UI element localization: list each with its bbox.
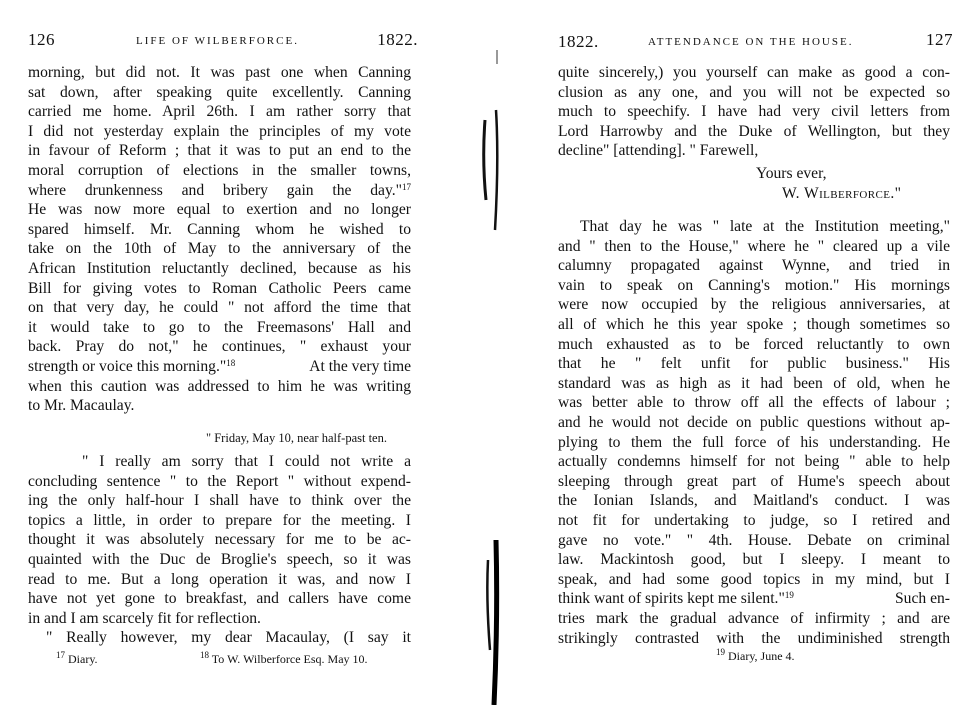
body-line: much to speechify. I have had very civil letters from [558,103,950,121]
right-header-year: 1822. [558,32,599,51]
gutter-fold-mark [484,120,486,200]
footnote-mark: 19 [716,647,725,657]
body-line: when this caution was addressed to him he was writing [28,377,411,395]
right-page-number: 127 [926,30,953,49]
body-line: sat down, after speaking quite excellently. Canning [28,83,411,101]
body-line: were now occupied by the religious anniversaries, at [558,296,950,314]
body-line: plying to them the full force of his understanding. He [558,433,950,451]
body-line: strength or voice this morning." [28,358,227,375]
letter-line: concluding sentence " to the Report " without expend- [28,472,411,490]
body-line: That day he was " late at the Institution meeting," [580,218,950,235]
body-line: all of which he this year spoke ; though sometimes so [558,316,950,333]
body-line: back. Pray do not," he continues, " exhaust your [28,338,411,356]
footnote-18 [200,652,368,667]
body-line: where drunkenness and bribery gain the day." [28,181,402,199]
left-header-year: 1822. [377,30,418,49]
body-line: take on the 10th of May to the anniversary of the [28,240,411,258]
body-line: standard was as high as it had been of old, when he [558,374,950,392]
body-line: calumny propagated against Wynne, and tried in [558,257,950,275]
body-line: decline" [attending]. " Farewell, [558,142,759,160]
body-line: was better able to throw off all the effects of labour ; [558,394,950,412]
body-line: African Institution reluctantly declined, because as his [28,260,411,277]
letter-line: in and I am scarcely fit for reflection. [28,609,261,627]
body-line: I did not yesterday explain the principles of my vote [28,122,411,140]
letter-line: quainted with the Duc de Broglie's speech, so it was [28,551,411,568]
footnote-text: Diary. [68,652,98,666]
body-line: think want of spirits kept me silent." [558,590,785,608]
letter-line: " Really however, my dear Macaulay, (I say it [46,629,411,647]
body-line: Lord Harrowby and the Duke of Wellington, but they [558,122,950,140]
right-page [520,0,980,705]
letter-signature: W. Wilberforce." [782,185,902,202]
body-line: sleeping through great part of Hume's speech about [558,472,950,490]
body-line: spared himself. Mr. Canning whom he wished to [28,220,411,238]
gutter-fold-mark [487,560,490,650]
body-line: speak, and had some good topics in my mind, but I [558,570,950,588]
body-line-tail: At the very time [309,358,411,375]
body-line: gave no vote." " 4th. House. Debate on criminal [558,531,950,549]
book-gutter-shadow [476,40,516,705]
left-page-number: 126 [28,30,55,49]
body-line: the Ionian Islands, and Maitland's conduct. I was [558,492,950,510]
letter-line: thought it was absolutely necessary for me to be ac- [28,531,411,549]
letter-line: ing the only half-hour I shall have to think over the [28,492,411,510]
body-line: Bill for giving votes to Roman Catholic Peers came [28,279,411,297]
body-line: to Mr. Macaulay. [28,397,135,415]
body-line: much exhausted as to be forced reluctantly to own [558,335,950,353]
body-line: He was now more equal to exertion and no longer [28,201,411,219]
gutter-fold-mark [495,110,497,230]
body-line: vain to speak on Canning's motion." His mornings [558,276,950,294]
footnote-17 [56,652,98,667]
note-ref-17: 17 [402,181,411,192]
letter-line: have not yet gone to breakfast, and callers have come [28,590,411,608]
footnote-mark: 18 [200,650,209,660]
body-line: and he would not decide on public questions without ap- [558,414,950,431]
gutter-fold-mark [494,540,497,705]
note-ref-18: 18 [226,358,236,368]
body-line: not fit for undertaking to judge, so I retired and [558,512,950,529]
body-line: strikingly contrasted with the undiminished strength [558,629,950,647]
footnote-text: Diary, June 4. [728,649,795,663]
body-line: on that very day, he could " not afford the time that [28,299,411,317]
body-line-with-note [28,181,411,201]
body-line-with-note [558,589,950,609]
body-line: and " then to the House," where he " cleared up a vile [558,237,950,255]
letter-line: read to me. But a long operation it was, and now I [28,570,411,588]
note-ref-19: 19 [784,590,794,601]
letter-dateline: " Friday, May 10, near half-past ten. [206,431,387,445]
body-line: moral corruption of elections in the smaller towns, [28,162,411,179]
body-line: in favour of Reform ; that it was to put an end to the [28,142,411,160]
body-line: morning, but did not. It was past one when Canning [28,64,411,81]
left-page [0,0,470,705]
letter-closing: Yours ever, [756,165,827,182]
body-line: carried me home. April 26th. I am rather sorry that [28,103,411,121]
body-line-with-note [28,357,411,377]
body-line: tries mark the gradual advance of infirmity ; and are [558,610,950,627]
left-running-title: LIFE OF WILBERFORCE. [136,35,299,47]
body-line: that he " felt unfit for public business." His [558,355,950,373]
footnote-mark: 17 [56,650,65,660]
letter-line: " I really am sorry that I could not write a [82,453,411,470]
body-line: actually condemns himself for not being " able to help [558,453,950,471]
footnote-19 [716,649,795,664]
footnote-text: To W. Wilberforce Esq. May 10. [211,652,368,666]
body-line: clusion as any one, and you will not be expected so [558,83,950,101]
body-line: law. Mackintosh good, but I sleepy. I meant to [558,551,950,569]
letter-line: topics a little, in order to prepare for the meeting. I [28,511,411,529]
body-line-tail: Such en- [895,590,950,608]
right-running-title: ATTENDANCE ON THE HOUSE. [648,36,854,48]
body-line: quite sincerely,) you yourself can make as good a con- [558,64,950,81]
body-line: it would take to go to the Freemasons' Hall and [28,318,411,336]
